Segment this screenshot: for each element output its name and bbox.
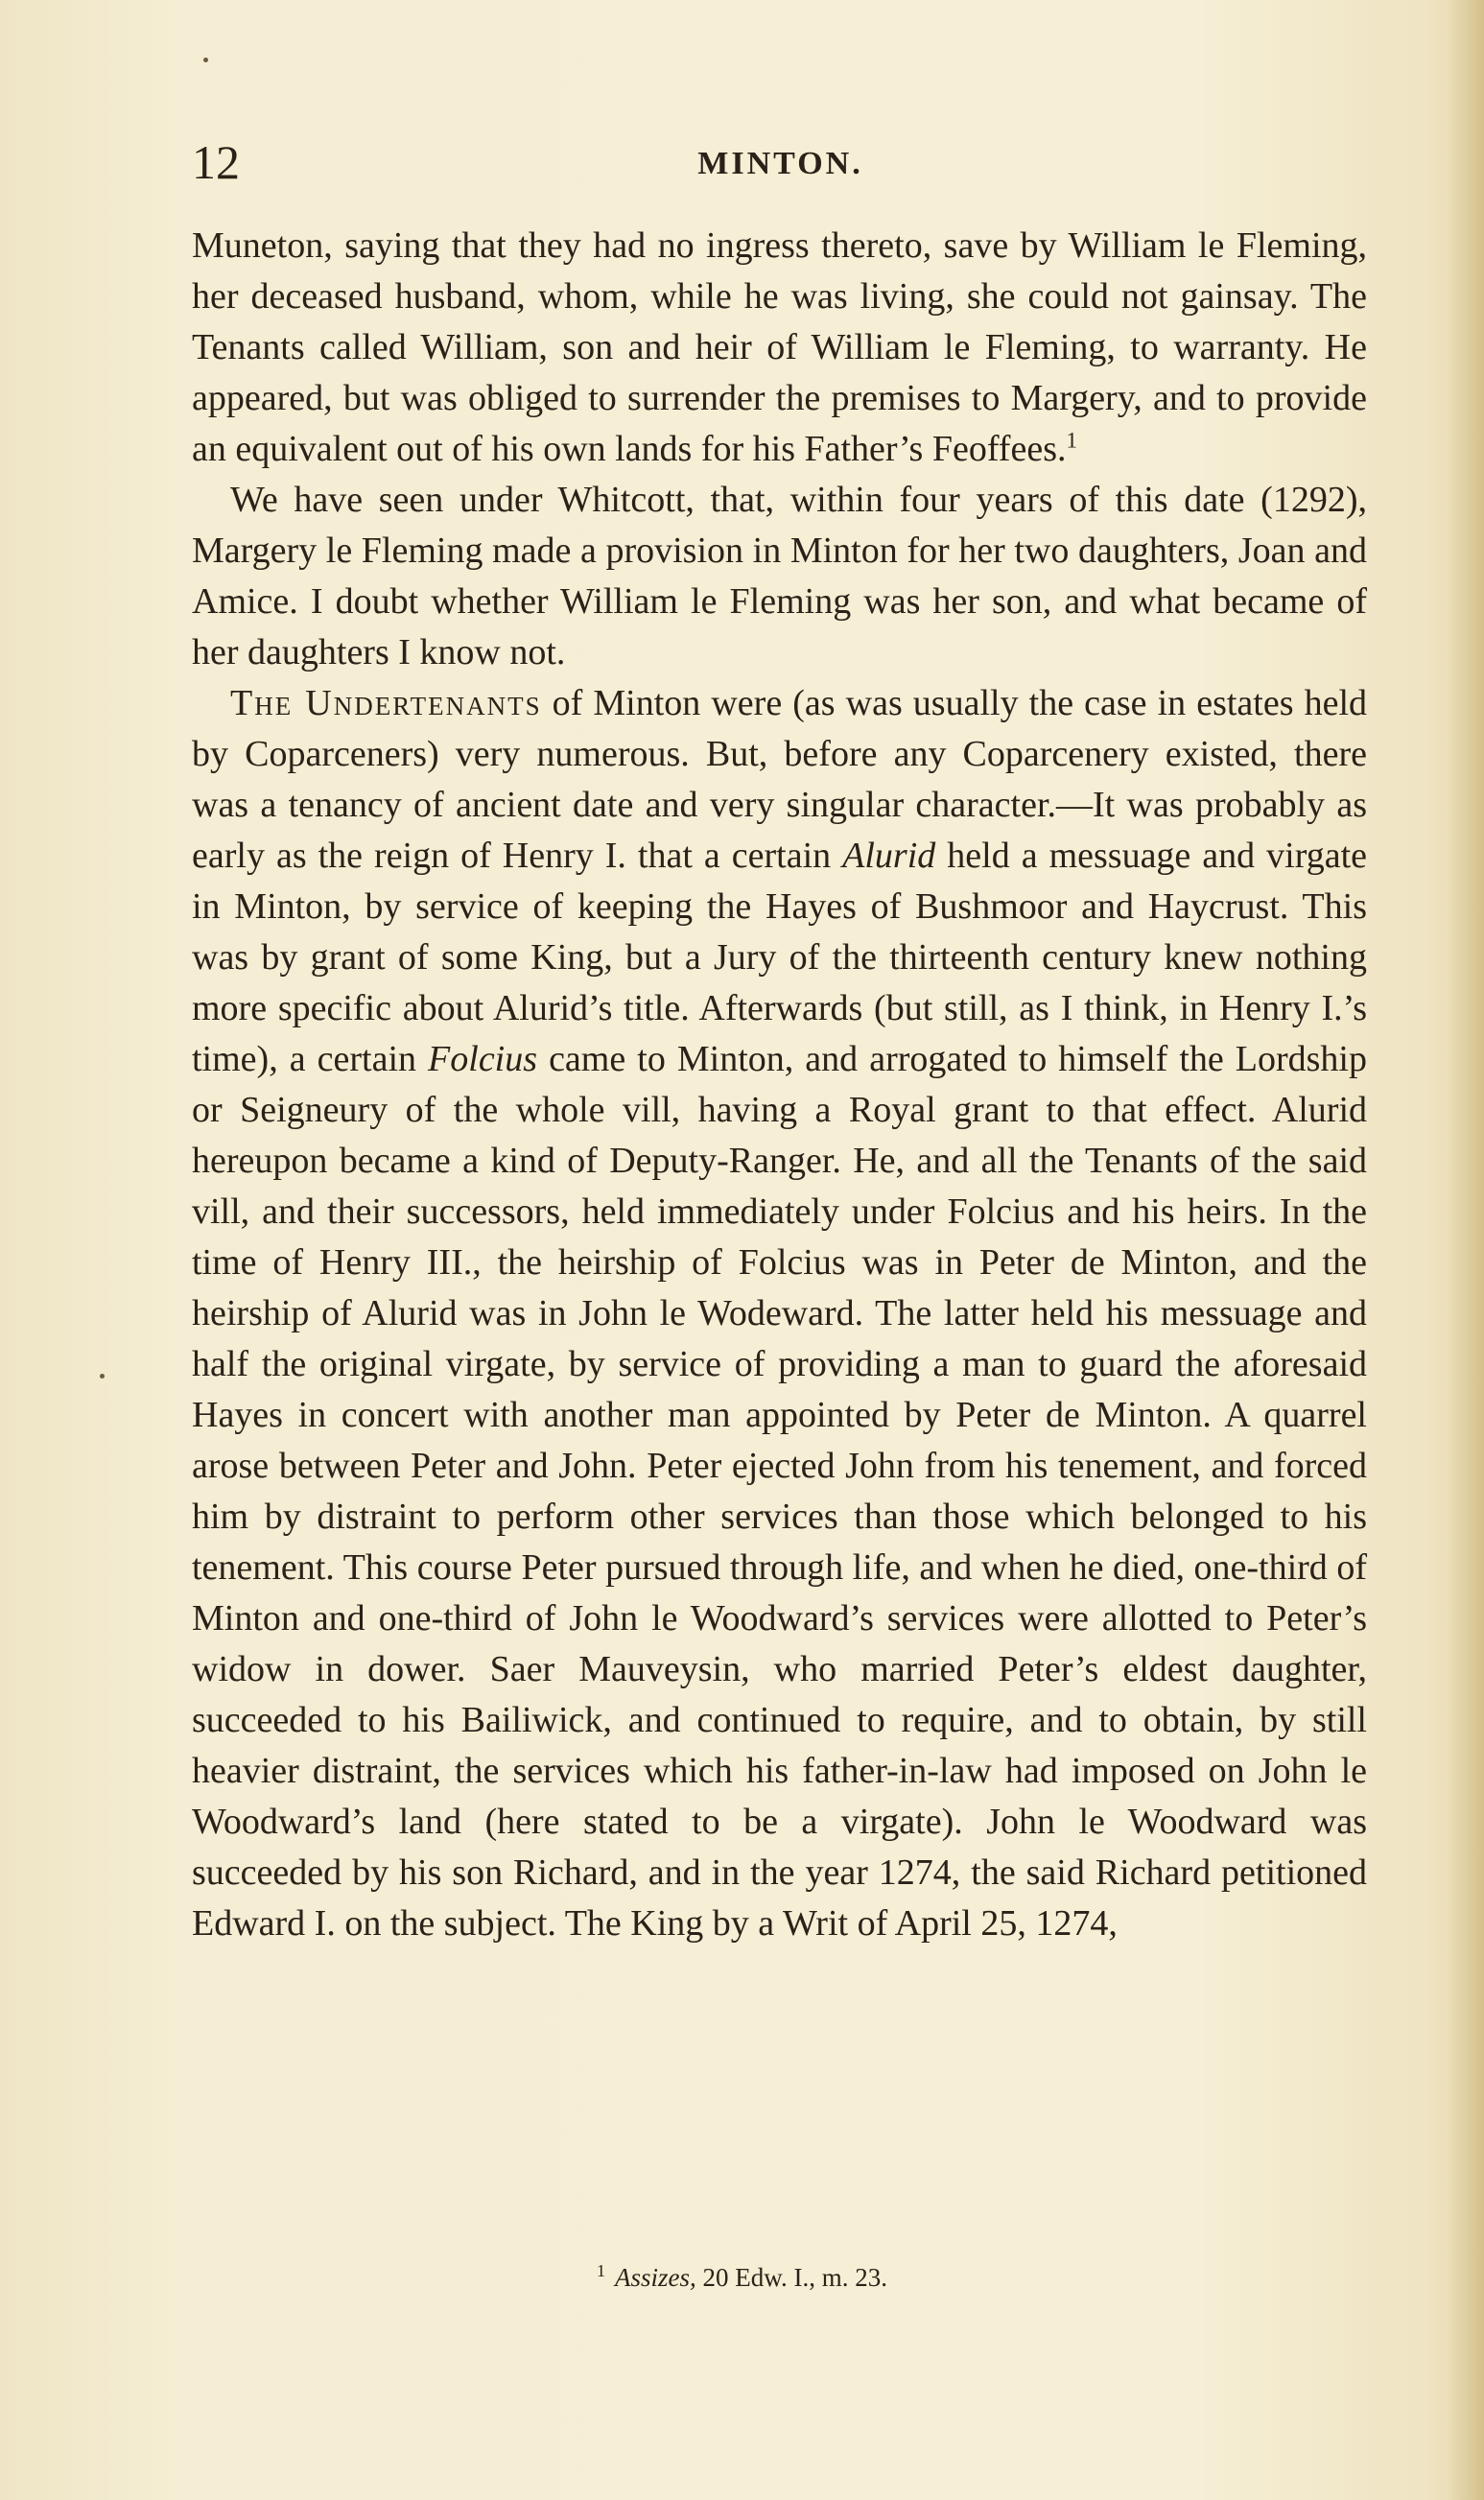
paragraph-3-text-a: of Minton were (as was usually the case in estates held by Coparceners) very numerous. But, before any Coparcenery existed, there was a tenancy of ancient date and very singular character.—It was probably as early as the reign of Henry I. that a certain	[192, 683, 1367, 876]
paragraph-1	[192, 221, 1367, 475]
name-alurid: Alurid	[842, 836, 936, 876]
paragraph-1-text: Muneton, saying that they had no ingress thereto, save by William le Fleming, her deceased husband, whom, while he was living, she could not gainsay. The Tenants called William, son and heir of William le Fleming, to warranty. He appeared, but was obliged to surrender the premises to Margery, and to provide an equivalent out of his own lands for his Father’s Feoffees.	[192, 225, 1367, 469]
footnote-mark: 1	[597, 2261, 605, 2280]
footnote-reference: 1	[1066, 428, 1077, 453]
page-edge-shadow	[1448, 0, 1484, 2500]
paragraph-2: We have seen under Whitcott, that, within four years of this date (1292), Margery le Fleming made a provision in Minton for her two daughters, Joan and Amice. I doubt whether William le Fleming was her son, and what became of her daughters I know not.	[192, 480, 1367, 672]
paragraph-3	[192, 678, 1367, 1949]
footnote	[0, 2261, 1484, 2293]
ink-speck	[100, 1374, 105, 1379]
page-header	[192, 134, 1292, 192]
section-heading-undertenants: The Undertenants	[230, 683, 542, 723]
body-text	[192, 221, 1367, 1949]
name-folcius: Folcius	[428, 1039, 538, 1079]
running-title: MINTON.	[697, 146, 863, 181]
page-number: 12	[192, 135, 240, 189]
footnote-source: Assizes,	[615, 2263, 696, 2292]
footnote-text: 20 Edw. I., m. 23.	[695, 2263, 887, 2292]
paragraph-3-text-b: held a messuage and virgate in Minton, by service of keeping the Hayes of Bushmoor and Haycrust. This was by grant of some King, but a Jury of the thirteenth century knew nothing more specific about Alurid’s title. Afterwards (but still, as I think, in Henry I.’s time), a certain	[192, 836, 1367, 1079]
ink-speck	[203, 58, 208, 62]
paragraph-3-text-c: came to Minton, and arrogated to himself the Lordship or Seigneury of the whole vill, having a Royal grant to that effect. Alurid hereupon became a kind of Deputy-Ranger. He, and all the Tenants of the said vill, and their successors, held immediately under Folcius and his heirs. In the time of Henry III., the heirship of Folcius was in Peter de Minton, and the heirship of Alurid was in John le Wodeward. The latter held his messuage and half the original virgate, by service of providing a man to guard the aforesaid Hayes in concert with another man appointed by Peter de Minton. A quarrel arose between Peter and John. Peter ejected John from his tenement, and forced him by distraint to perform other services than those which belonged to his tenement. This course Peter pursued through life, and when he died, one-third of Minton and one-third of John le Woodward’s services were allotted to Peter’s widow in dower. Saer Mauveysin, who married Peter’s eldest daughter, succeeded to his Bailiwick, and continued to require, and to obtain, by still heavier distraint, the services which his father-in-law had imposed on John le Woodward’s land (here stated to be a virgate). John le Woodward was succeeded by his son Richard, and in the year 1274, the said Richard petitioned Edward I. on the subject. The King by a Writ of April 25, 1274,	[192, 1039, 1367, 1944]
